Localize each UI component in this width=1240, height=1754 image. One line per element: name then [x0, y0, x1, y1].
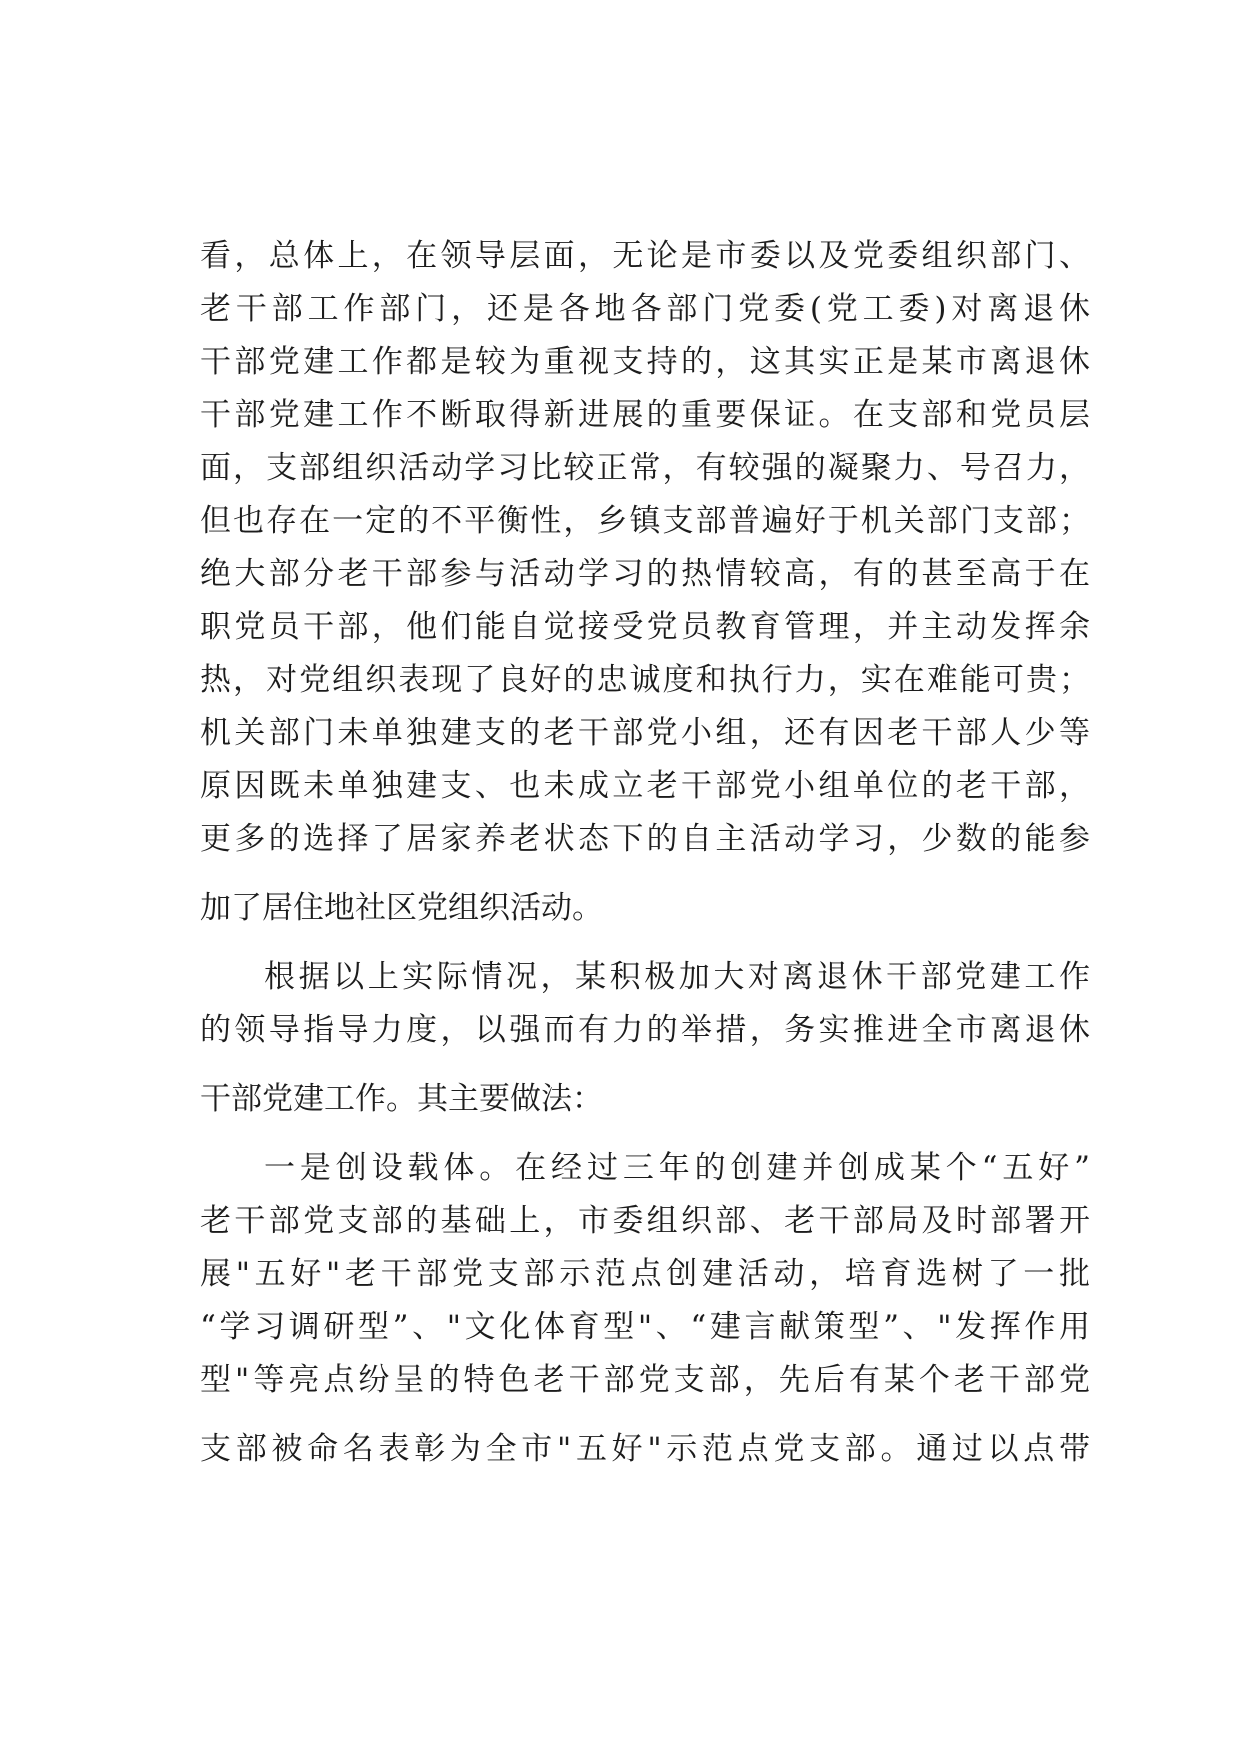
text-line: 原因既未单独建支、也未成立老干部党小组单位的老干部，	[200, 768, 1090, 804]
text-line: 热，对党组织表现了良好的忠诚度和执行力，实在难能可贵；	[200, 662, 1090, 698]
text-line: 看，总体上，在领导层面，无论是市委以及党委组织部门、	[200, 238, 1090, 274]
text-line: 干部党建工作不断取得新进展的重要保证。在支部和党员层	[200, 397, 1090, 433]
text-line: 型"等亮点纷呈的特色老干部党支部，先后有某个老干部党	[200, 1362, 1090, 1398]
paragraph-1	[200, 230, 1090, 935]
text-line: 一是创设载体。在经过三年的创建并创成某个“五好”	[264, 1150, 1090, 1186]
text-line: 绝大部分老干部参与活动学习的热情较高，有的甚至高于在	[200, 556, 1090, 592]
text-line: 支部被命名表彰为全市"五好"示范点党支部。通过以点带	[200, 1431, 1090, 1467]
text-line: 职党员干部，他们能自觉接受党员教育管理，并主动发挥余	[200, 609, 1090, 645]
text-line: 根据以上实际情况，某积极加大对离退休干部党建工作	[264, 959, 1090, 995]
body-text	[200, 230, 1090, 1476]
text-line: 的领导指导力度，以强而有力的举措，务实推进全市离退休	[200, 1012, 1090, 1048]
text-line: 展"五好"老干部党支部示范点创建活动，培育选树了一批	[200, 1256, 1090, 1292]
paragraph-3	[200, 1142, 1090, 1476]
text-line: 老干部党支部的基础上，市委组织部、老干部局及时部署开	[200, 1203, 1090, 1239]
text-line: 加了居住地社区党组织活动。	[200, 890, 603, 926]
paragraph-2	[200, 951, 1090, 1126]
text-line: 但也存在一定的不平衡性，乡镇支部普遍好于机关部门支部；	[200, 503, 1090, 539]
text-line: “学习调研型”、"文化体育型"、“建言献策型”、"发挥作用	[200, 1309, 1090, 1345]
text-line: 老干部工作部门，还是各地各部门党委(党工委)对离退休	[200, 291, 1090, 327]
text-line: 干部党建工作都是较为重视支持的，这其实正是某市离退休	[200, 344, 1090, 380]
text-line: 机关部门未单独建支的老干部党小组，还有因老干部人少等	[200, 715, 1090, 751]
text-line: 面，支部组织活动学习比较正常，有较强的凝聚力、号召力，	[200, 450, 1090, 486]
text-line: 更多的选择了居家养老状态下的自主活动学习，少数的能参	[200, 821, 1090, 857]
text-line: 干部党建工作。其主要做法：	[200, 1081, 603, 1117]
